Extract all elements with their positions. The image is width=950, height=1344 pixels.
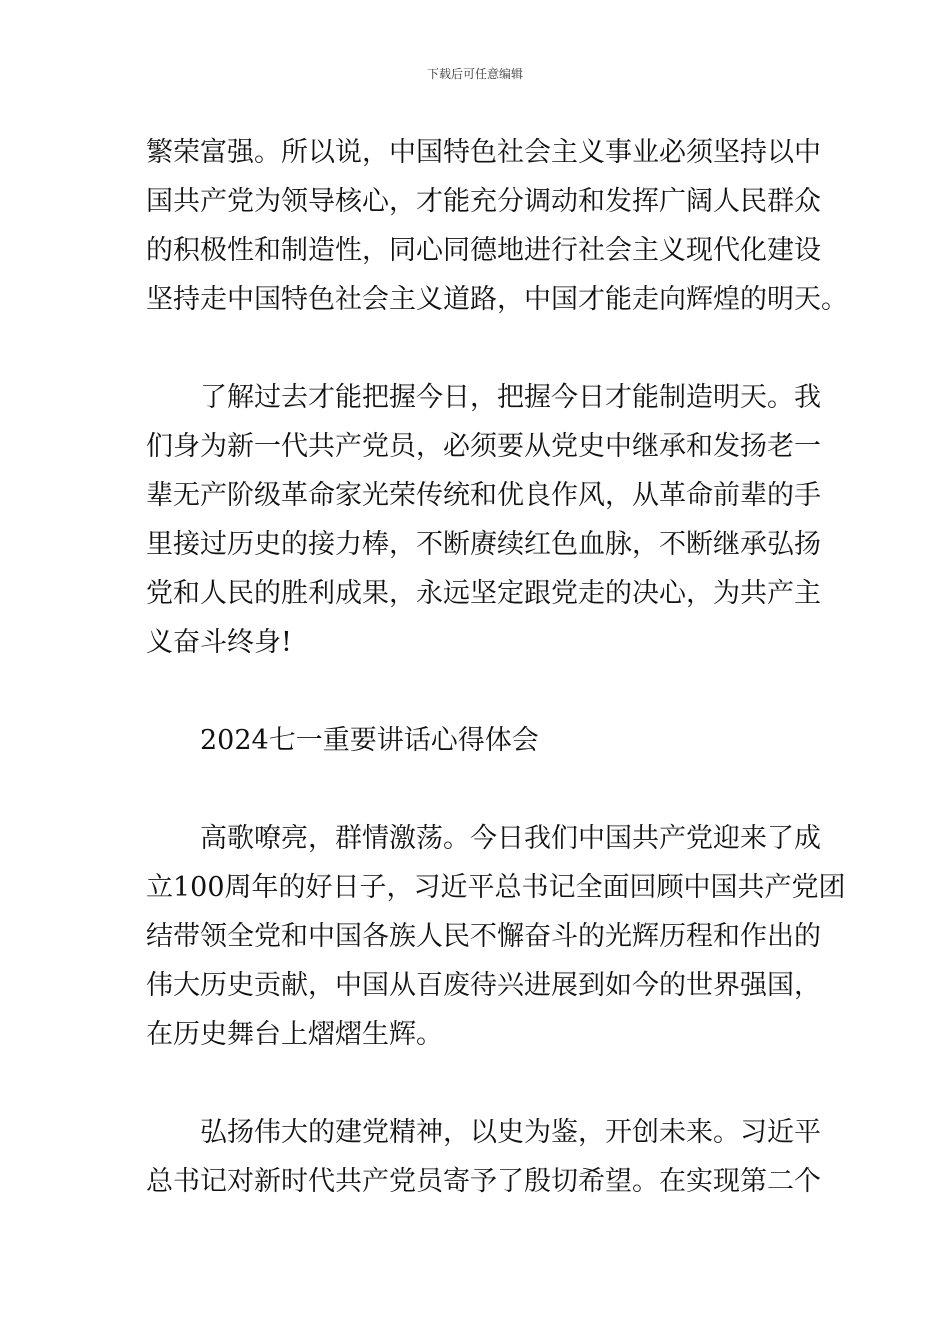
- paragraph-line: 立100周年的好日子，习近平总书记全面回顾中国共产党团: [146, 872, 846, 903]
- document-body: [146, 128, 848, 1206]
- paragraph-line: 坚持走中国特色社会主义道路，中国才能走向辉煌的明天。: [146, 284, 848, 315]
- paragraph-line: 的积极性和制造性，同心同德地进行社会主义现代化建设: [146, 235, 821, 266]
- paragraph-2: [146, 373, 821, 667]
- paragraph-3: [146, 814, 846, 1059]
- paragraph-line: 伟大历史贡献，中国从百废待兴进展到如今的世界强国，: [146, 970, 821, 1001]
- paragraph-4: [146, 1108, 821, 1206]
- paragraph-line: 里接过历史的接力棒，不断赓续红色血脉，不断继承弘扬: [146, 529, 821, 560]
- paragraph-1: [146, 128, 848, 324]
- paragraph-line: 了解过去才能把握今日，把握今日才能制造明天。我: [200, 382, 821, 413]
- paragraph-line: 总书记对新时代共产党员寄予了殷切希望。在实现第二个: [146, 1166, 821, 1197]
- section-heading: 2024七一重要讲话心得体会: [200, 725, 539, 756]
- paragraph-line: 高歌嘹亮，群情激荡。今日我们中国共产党迎来了成: [200, 823, 821, 854]
- page-header-note: 下载后可任意编辑: [426, 67, 523, 81]
- paragraph-line: 国共产党为领导核心，才能充分调动和发挥广阔人民群众: [146, 186, 821, 217]
- paragraph-line: 义奋斗终身!: [146, 627, 292, 658]
- paragraph-line: 在历史舞台上熠熠生辉。: [146, 1019, 443, 1050]
- paragraph-line: 党和人民的胜利成果，永远坚定跟党走的决心，为共产主: [146, 578, 821, 609]
- paragraph-line: 辈无产阶级革命家光荣传统和优良作风，从革命前辈的手: [146, 480, 821, 511]
- paragraph-line: 弘扬伟大的建党精神，以史为鉴，开创未来。习近平: [200, 1117, 821, 1148]
- paragraph-line: 们身为新一代共产党员，必须要从党史中继承和发扬老一: [146, 431, 821, 462]
- paragraph-line: 繁荣富强。所以说，中国特色社会主义事业必须坚持以中: [146, 137, 821, 168]
- paragraph-line: 结带领全党和中国各族人民不懈奋斗的光辉历程和作出的: [146, 921, 821, 952]
